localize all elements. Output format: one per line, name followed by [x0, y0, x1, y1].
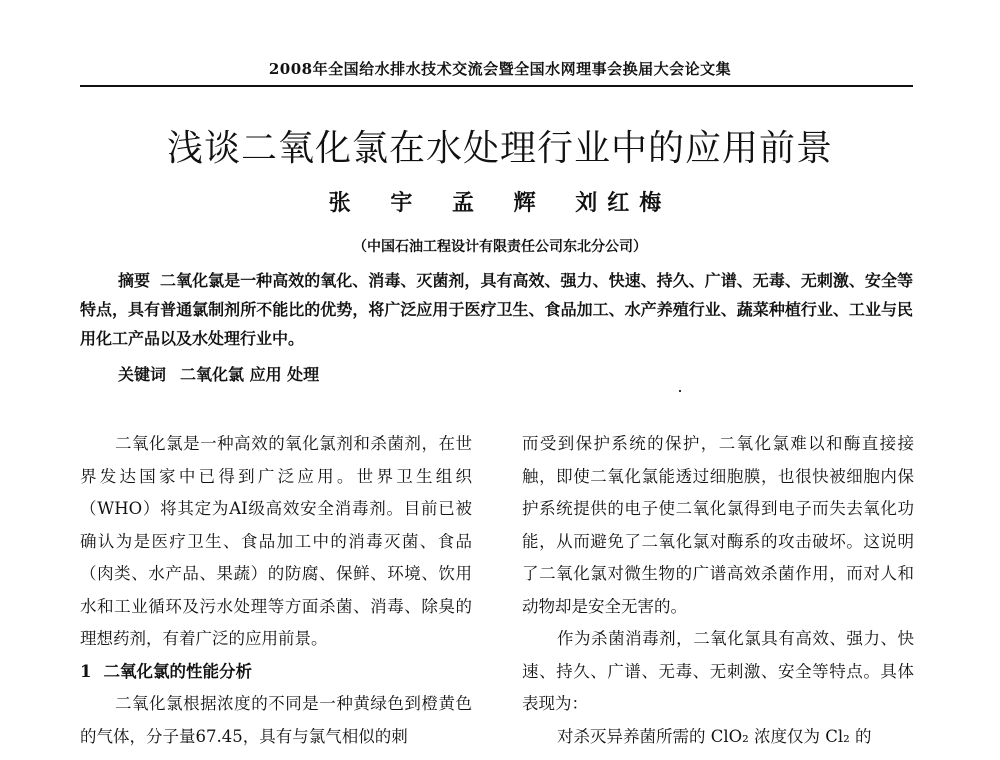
section-number: 1 — [80, 661, 92, 681]
left-paragraph-2: 二氧化氯根据浓度的不同是一种黄绿色到橙黄色的气体，分子量67.45，具有与氯气相似的刺 — [80, 694, 472, 746]
keywords-label: 关键词 — [118, 365, 167, 384]
right-paragraph-3: 对杀灭异养菌所需的 ClO₂ 浓度仅为 Cl₂ 的 — [557, 726, 872, 746]
header-rule — [80, 85, 913, 87]
abstract — [80, 266, 913, 353]
right-column — [522, 428, 914, 753]
right-paragraph-2: 作为杀菌消毒剂，二氧化氯具有高效、强力、快速、持久、广谱、无毒、无刺激、安全等特点。具体表现为： — [522, 629, 914, 713]
left-paragraph-1: 二氧化氯是一种高效的氧化氯剂和杀菌剂，在世界发达国家中已得到广泛应用。世界卫生组织（WHO）将其定为AI级高效安全消毒剂。目前已被确认为是医疗卫生、食品加工中的消毒灭菌、食品（肉类、水产品、果蔬）的防腐、保鲜、环境、饮用水和工业循环及污水处理等方面杀菌、消毒、除臭的理想药剂，有着广泛的应用前景。 — [80, 434, 472, 648]
section-heading-1 — [80, 656, 472, 689]
left-column — [80, 428, 472, 753]
keywords-text: 二氧化氯 应用 处理 — [180, 365, 320, 384]
section-title: 二氧化氯的性能分析 — [103, 661, 252, 681]
article-authors: 张 宇 孟 辉 刘红梅 — [328, 190, 672, 216]
abstract-text: 二氧化氯是一种高效的氧化、消毒、灭菌剂，具有高效、强力、快速、持久、广谱、无毒、无刺激、安全等特点，具有普通氯制剂所不能比的优势，将广泛应用于医疗卫生、食品加工、水产养殖行业、蔬菜种植行业、工业与民用化工产品以及水处理行业中。 — [80, 271, 913, 348]
scan-speck — [679, 390, 681, 392]
keywords — [118, 362, 319, 385]
author-affiliation: （中国石油工程设计有限责任公司东北分公司） — [353, 239, 647, 255]
abstract-label: 摘要 — [118, 271, 151, 290]
right-paragraph-1: 而受到保护系统的保护，二氧化氯难以和酶直接接触，即使二氧化氯能透过细胞膜，也很快被细胞内保护系统提供的电子使二氧化氯得到电子而失去氧化功能，从而避免了二氧化氯对酶系的攻击破坏。这说明了二氧化氯对微生物的广谱高效杀菌作用，而对人和动物却是安全无害的。 — [522, 434, 914, 616]
article-title: 浅谈二氧化氯在水处理行业中的应用前景 — [166, 128, 833, 169]
running-header: 2008年全国给水排水技术交流会暨全国水网理事会换届大会论文集 — [268, 60, 732, 78]
